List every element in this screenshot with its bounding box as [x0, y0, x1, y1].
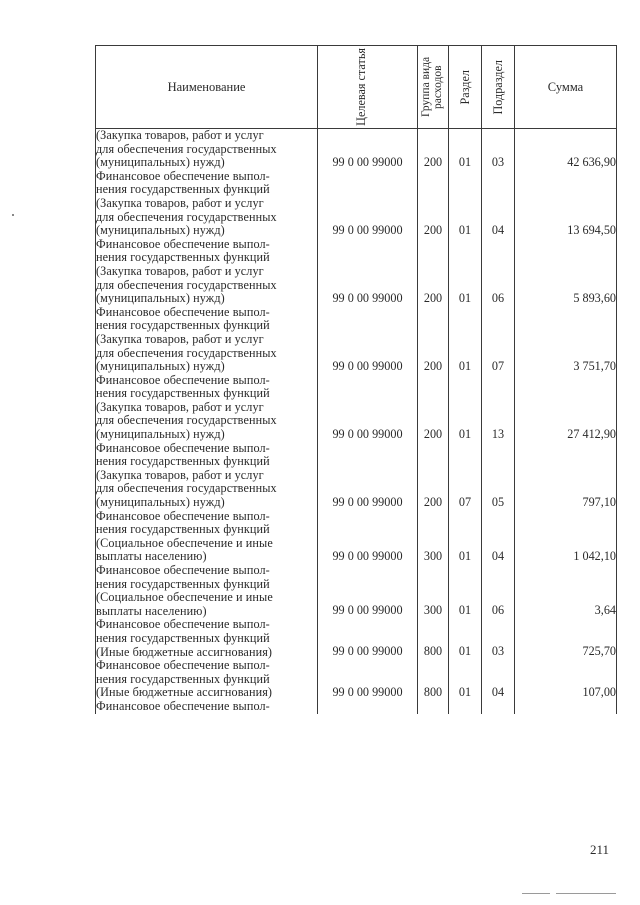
header-subsection — [482, 46, 515, 129]
row-group: 300 — [418, 564, 449, 618]
header-name: Наименование — [96, 46, 318, 129]
row-name-line: нения государственных функций — [96, 182, 270, 197]
row-section: 01 — [449, 618, 482, 659]
row-group: 800 — [418, 659, 449, 700]
row-name-line: (Социальное обеспечение и иные — [96, 590, 273, 605]
row-target: 99 0 00 99000 — [318, 618, 418, 659]
row-name-line: Финансовое обеспечение выпол- — [96, 236, 270, 251]
row-name — [96, 510, 318, 564]
row-group: 200 — [418, 306, 449, 374]
row-group: 200 — [418, 170, 449, 238]
row-name-line: (Социальное обеспечение и иные — [96, 535, 273, 550]
row-target: 99 0 00 99000 — [318, 170, 418, 238]
row-target: 99 0 00 99000 — [318, 374, 418, 442]
row-group: 200 — [418, 129, 449, 170]
row-subsection: 03 — [482, 618, 515, 659]
row-section: 01 — [449, 659, 482, 700]
row-name-line: нения государственных функций — [96, 671, 270, 686]
row-name-line: для обеспечения государственных — [96, 481, 277, 496]
row-target — [318, 700, 418, 714]
row-name — [96, 618, 318, 659]
header-subsection-text: Подраздел — [491, 59, 505, 115]
row-subsection: 05 — [482, 442, 515, 510]
row-name — [96, 564, 318, 618]
row-subsection — [482, 700, 515, 714]
row-subsection: 06 — [482, 238, 515, 306]
row-name-line: Финансовое обеспечение выпол- — [96, 698, 270, 713]
row-section: 07 — [449, 442, 482, 510]
row-name-line: нения государственных функций — [96, 576, 270, 591]
row-name-line: (Иные бюджетные ассигнования) — [96, 685, 273, 700]
row-name-line: нения государственных функций — [96, 522, 270, 537]
row-name-line: Финансовое обеспечение выпол- — [96, 563, 270, 577]
row-name-line: Финансовое обеспечение выпол- — [96, 658, 270, 673]
row-subsection: 04 — [482, 659, 515, 700]
row-section: 01 — [449, 129, 482, 170]
table-row — [96, 510, 617, 564]
row-sum: 107,00 — [515, 659, 617, 700]
row-name-line: (Закупка товаров, работ и услуг — [96, 263, 264, 278]
table-row — [96, 700, 617, 714]
row-group — [418, 700, 449, 714]
row-name-line: (муниципальных) нужд) — [96, 359, 225, 374]
row-subsection: 04 — [482, 510, 515, 564]
row-sum: 1 042,10 — [515, 510, 617, 564]
row-name — [96, 170, 318, 238]
row-name-line: выплаты населению) — [96, 603, 207, 618]
row-target: 99 0 00 99000 — [318, 659, 418, 700]
row-sum: 27 412,90 — [515, 374, 617, 442]
footer-rule — [522, 893, 550, 894]
row-target: 99 0 00 99000 — [318, 238, 418, 306]
header-group-text: Группа вида расходов — [420, 56, 444, 118]
row-name — [96, 306, 318, 374]
table-row — [96, 564, 617, 618]
row-name-line: Финансовое обеспечение выпол- — [96, 617, 270, 632]
row-group: 200 — [418, 238, 449, 306]
table-row — [96, 129, 617, 170]
row-name-line: нения государственных функций — [96, 630, 270, 645]
table-row — [96, 618, 617, 659]
row-sum: 3,64 — [515, 564, 617, 618]
row-name-line: нения государственных функций — [96, 386, 270, 401]
row-section: 01 — [449, 510, 482, 564]
row-name-line: для обеспечения государственных — [96, 413, 277, 428]
row-name-line: Финансовое обеспечение выпол- — [96, 508, 270, 523]
row-sum: 797,10 — [515, 442, 617, 510]
row-section — [449, 700, 482, 714]
row-name-line: (муниципальных) нужд) — [96, 155, 225, 170]
row-name-line: Финансовое обеспечение выпол- — [96, 304, 270, 319]
row-name-line: (муниципальных) нужд) — [96, 495, 225, 510]
page-number: 211 — [590, 842, 610, 857]
row-name — [96, 442, 318, 510]
row-name-line: (муниципальных) нужд) — [96, 223, 225, 238]
row-target: 99 0 00 99000 — [318, 510, 418, 564]
row-group: 300 — [418, 510, 449, 564]
table-row — [96, 659, 617, 700]
header-section-text: Раздел — [458, 69, 472, 105]
row-subsection: 03 — [482, 129, 515, 170]
row-name-line: для обеспечения государственных — [96, 141, 277, 156]
row-name-line: Финансовое обеспечение выпол- — [96, 168, 270, 183]
row-group: 800 — [418, 618, 449, 659]
row-sum: 13 694,50 — [515, 170, 617, 238]
row-section: 01 — [449, 564, 482, 618]
table-row — [96, 374, 617, 442]
row-name-line: (Закупка товаров, работ и услуг — [96, 331, 264, 346]
table-row — [96, 306, 617, 374]
row-name-line: для обеспечения государственных — [96, 345, 277, 360]
row-name-line: для обеспечения государственных — [96, 277, 277, 292]
table-row — [96, 442, 617, 510]
row-name-line: (Закупка товаров, работ и услуг — [96, 128, 264, 142]
row-subsection: 06 — [482, 564, 515, 618]
budget-table — [95, 45, 617, 714]
row-group: 200 — [418, 442, 449, 510]
row-target: 99 0 00 99000 — [318, 564, 418, 618]
row-name-line: нения государственных функций — [96, 454, 270, 469]
header-sum: Сумма — [515, 46, 617, 129]
header-target-text: Целевая статья — [353, 48, 368, 126]
margin-mark — [12, 214, 14, 216]
row-name — [96, 238, 318, 306]
row-name-line: (муниципальных) нужд) — [96, 291, 225, 306]
header-target — [318, 46, 418, 129]
row-sum — [515, 700, 617, 714]
row-name — [96, 700, 318, 714]
row-name-line: (муниципальных) нужд) — [96, 427, 225, 442]
row-name-line: нения государственных функций — [96, 318, 270, 333]
row-target: 99 0 00 99000 — [318, 129, 418, 170]
row-name-line: (Закупка товаров, работ и услуг — [96, 195, 264, 210]
row-target: 99 0 00 99000 — [318, 306, 418, 374]
header-section — [449, 46, 482, 129]
row-name-line: (Закупка товаров, работ и услуг — [96, 399, 264, 414]
row-section: 01 — [449, 170, 482, 238]
table-row — [96, 170, 617, 238]
row-target: 99 0 00 99000 — [318, 442, 418, 510]
table-row — [96, 238, 617, 306]
row-subsection: 13 — [482, 374, 515, 442]
row-name — [96, 374, 318, 442]
row-section: 01 — [449, 374, 482, 442]
row-name-line: Финансовое обеспечение выпол- — [96, 372, 270, 387]
row-name-line: нения государственных функций — [96, 250, 270, 265]
row-name-line: для обеспечения государственных — [96, 209, 277, 224]
header-group — [418, 46, 449, 129]
row-name-line: выплаты населению) — [96, 549, 207, 564]
row-section: 01 — [449, 238, 482, 306]
row-subsection: 07 — [482, 306, 515, 374]
row-name — [96, 659, 318, 700]
row-section: 01 — [449, 306, 482, 374]
row-name-line: Финансовое обеспечение выпол- — [96, 440, 270, 455]
header-row — [96, 46, 617, 129]
row-sum: 725,70 — [515, 618, 617, 659]
row-sum: 3 751,70 — [515, 306, 617, 374]
row-sum: 5 893,60 — [515, 238, 617, 306]
row-sum: 42 636,90 — [515, 129, 617, 170]
row-group: 200 — [418, 374, 449, 442]
row-name-line: (Иные бюджетные ассигнования) — [96, 644, 273, 659]
row-subsection: 04 — [482, 170, 515, 238]
row-name — [96, 129, 318, 170]
footer-rule — [556, 893, 616, 894]
row-name-line: (Закупка товаров, работ и услуг — [96, 467, 264, 482]
